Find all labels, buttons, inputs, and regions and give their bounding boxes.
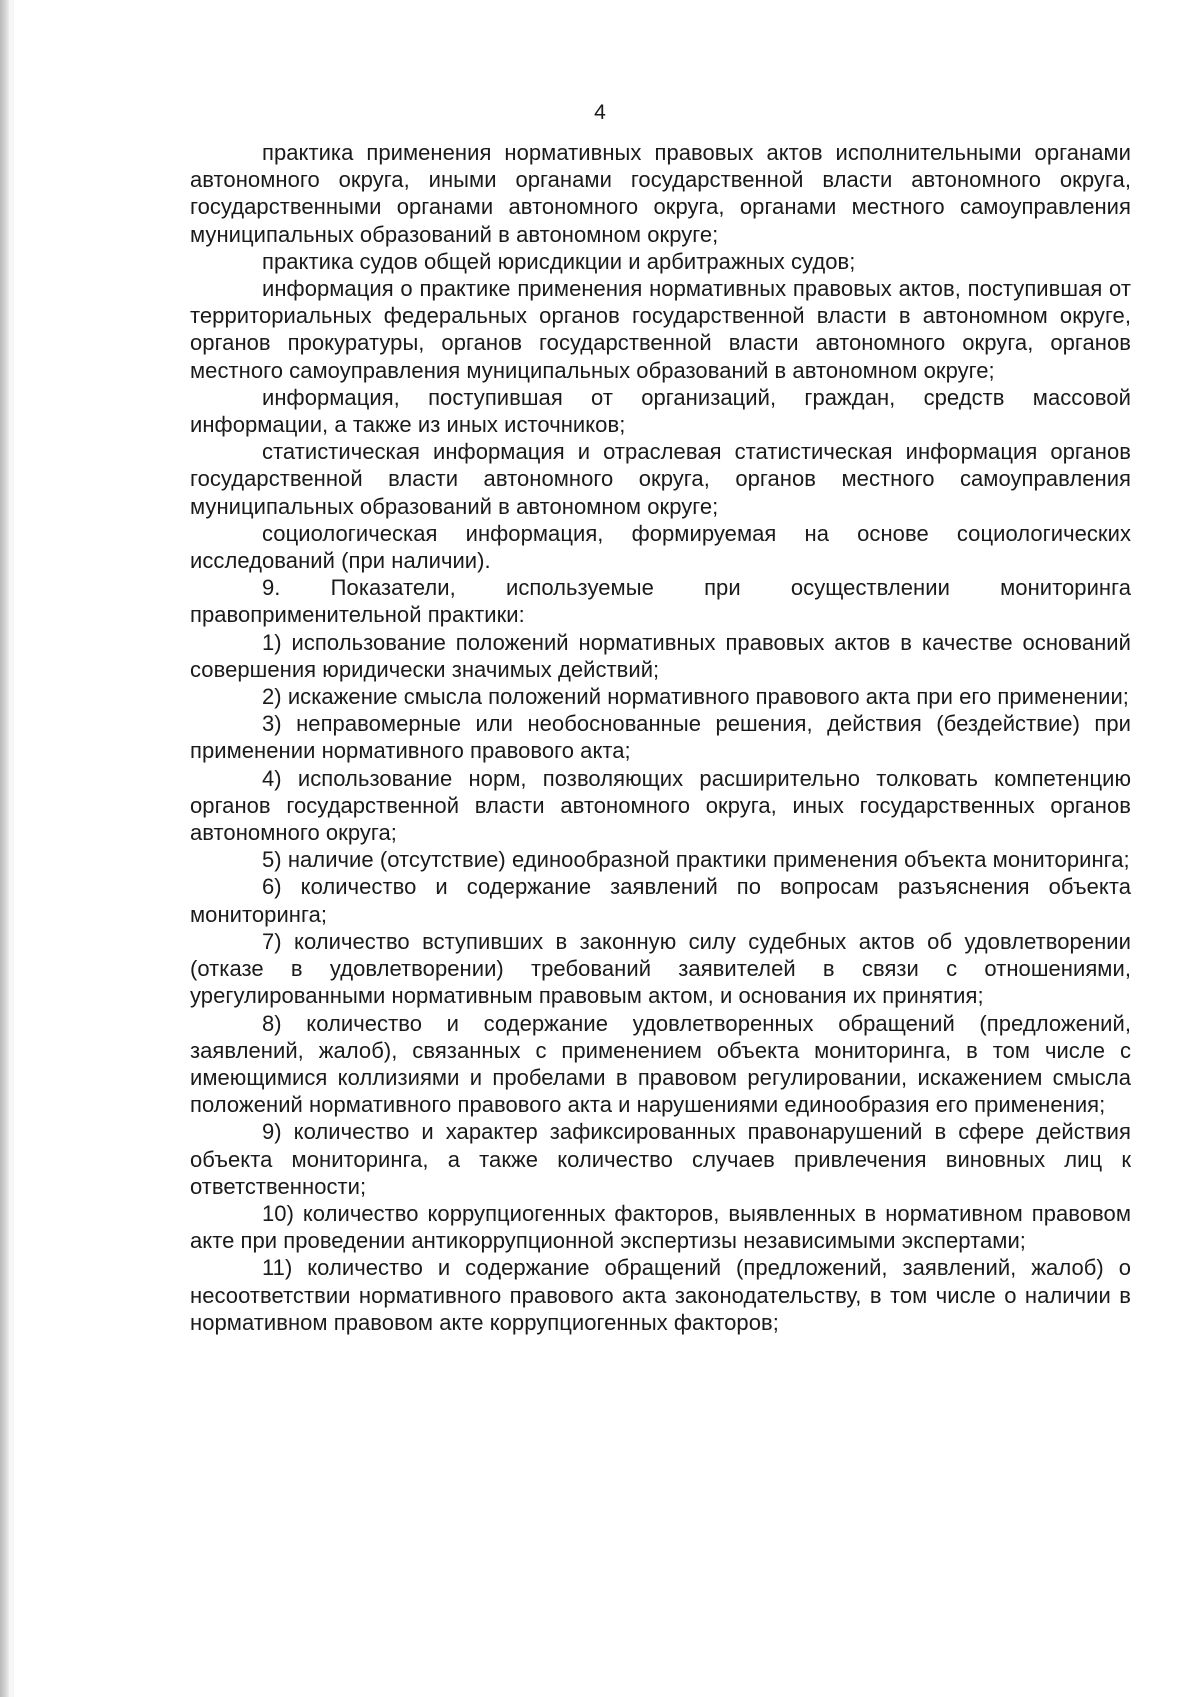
list-item-indicator-11: 11) количество и содержание обращений (предложений, заявлений, жалоб) о несоответствии нормативного правового акта законодательству, в том числе о наличии в нормативном правовом акте коррупциогенных факторов; [190, 1255, 1131, 1335]
document-body [190, 139, 1131, 1336]
scan-edge-shadow [0, 0, 9, 1697]
list-item-indicator-4: 4) использование норм, позволяющих расширительно толковать компетенцию органов государственной власти автономного округа, иных государственных органов автономного округа; [190, 765, 1131, 846]
paragraph-monitoring-source-statistics: статистическая информация и отраслевая статистическая информация органов государственной власти автономного округа, органов местного самоуправления муниципальных образований в автономном округе; [190, 439, 1131, 519]
list-item-indicator-6: 6) количество и содержание заявлений по вопросам разъяснения объекта мониторинга; [190, 874, 1131, 927]
page-number: 4 [594, 101, 606, 124]
paragraph-monitoring-source-executive-practice: практика применения нормативных правовых актов исполнительными органами автономного округа, иными органами государственной власти автономного округа, государственными органами автономного округа, органами местного самоуправления муниципальных образований в автономном округе; [190, 140, 1131, 247]
list-item-indicator-3: 3) неправомерные или необоснованные решения, действия (бездействие) при применении нормативного правового акта; [190, 711, 1131, 764]
list-item-indicator-2: 2) искажение смысла положений нормативного правового акта при его применении; [262, 684, 1129, 710]
paragraph-monitoring-source-court-practice: практика судов общей юрисдикции и арбитражных судов; [262, 248, 856, 274]
paragraph-monitoring-source-authorities-info: информация о практике применения нормативных правовых актов, поступившая от территориальных федеральных органов государственной власти в автономном округе, органов прокуратуры, органов государственной власти автономного округа, органов местного самоуправления муниципальных образований в автономном округе; [190, 276, 1131, 383]
list-item-indicator-10: 10) количество коррупциогенных факторов, выявленных в нормативном правовом акте при проведении антикоррупционной экспертизы независимыми экспертами; [190, 1200, 1131, 1254]
list-item-indicator-8: 8) количество и содержание удовлетворенных обращений (предложений, заявлений, жалоб), связанных с применением объекта мониторинга, в том числе с имеющимися коллизиями и пробелами в правовом регулировании, искажением смысла положений нормативного правового акта и нарушениями единообразия его применения; [190, 1010, 1131, 1118]
list-item-indicator-7: 7) количество вступивших в законную силу судебных актов об удовлетворении (отказе в удовлетворении) требований заявителей в связи с отношениями, урегулированными нормативным правовым актом, и основания их принятия; [190, 928, 1131, 1009]
paragraph-section-9-indicators: 9. Показатели, используемые при осуществлении мониторинга правоприменительной практики: [190, 575, 1131, 628]
paragraph-monitoring-source-public-info: информация, поступившая от организаций, граждан, средств массовой информации, а также из иных источников; [190, 384, 1131, 438]
paragraph-monitoring-source-sociology: социологическая информация, формируемая на основе социологических исследований (при наличии). [190, 520, 1131, 574]
list-item-indicator-5: 5) наличие (отсутствие) единообразной практики применения объекта мониторинга; [262, 847, 1130, 873]
list-item-indicator-1: 1) использование положений нормативных правовых актов в качестве оснований совершения юридически значимых действий; [190, 629, 1131, 682]
list-item-indicator-9: 9) количество и характер зафиксированных правонарушений в сфере действия объекта мониторинга, а также количество случаев привлечения виновных лиц к ответственности; [190, 1119, 1131, 1199]
scan-edge-highlight [9, 0, 14, 1697]
